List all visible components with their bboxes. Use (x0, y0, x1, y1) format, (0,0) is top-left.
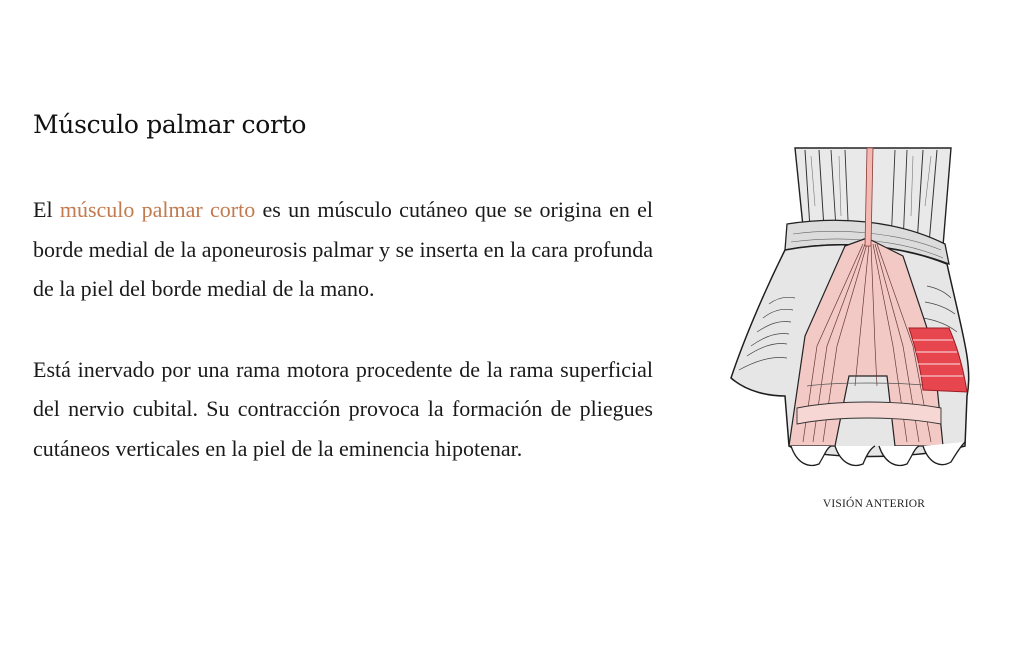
figure-caption: VISIÓN ANTERIOR (822, 498, 926, 510)
paragraph-innervation: Está inervado por una rama motora procedente de la rama superficial del nervio cubital. Su contracción provoca la formación de pliegues cutáneos verticales en la piel de la eminencia hipotenar. (33, 356, 653, 461)
muscle-name-link[interactable]: músculo palmar corto (59, 197, 256, 222)
page-title: Músculo palmar corto (33, 110, 307, 139)
article-body (33, 190, 653, 468)
paragraph-rest: es un músculo cutáneo que se origina en el borde medial de la aponeurosis palmar y se inserta en la cara profunda de la piel del borde medial de la mano. (33, 197, 653, 301)
anatomy-illustration (727, 146, 977, 476)
paragraph-description (33, 190, 653, 309)
paragraph-intro: El (33, 197, 60, 222)
